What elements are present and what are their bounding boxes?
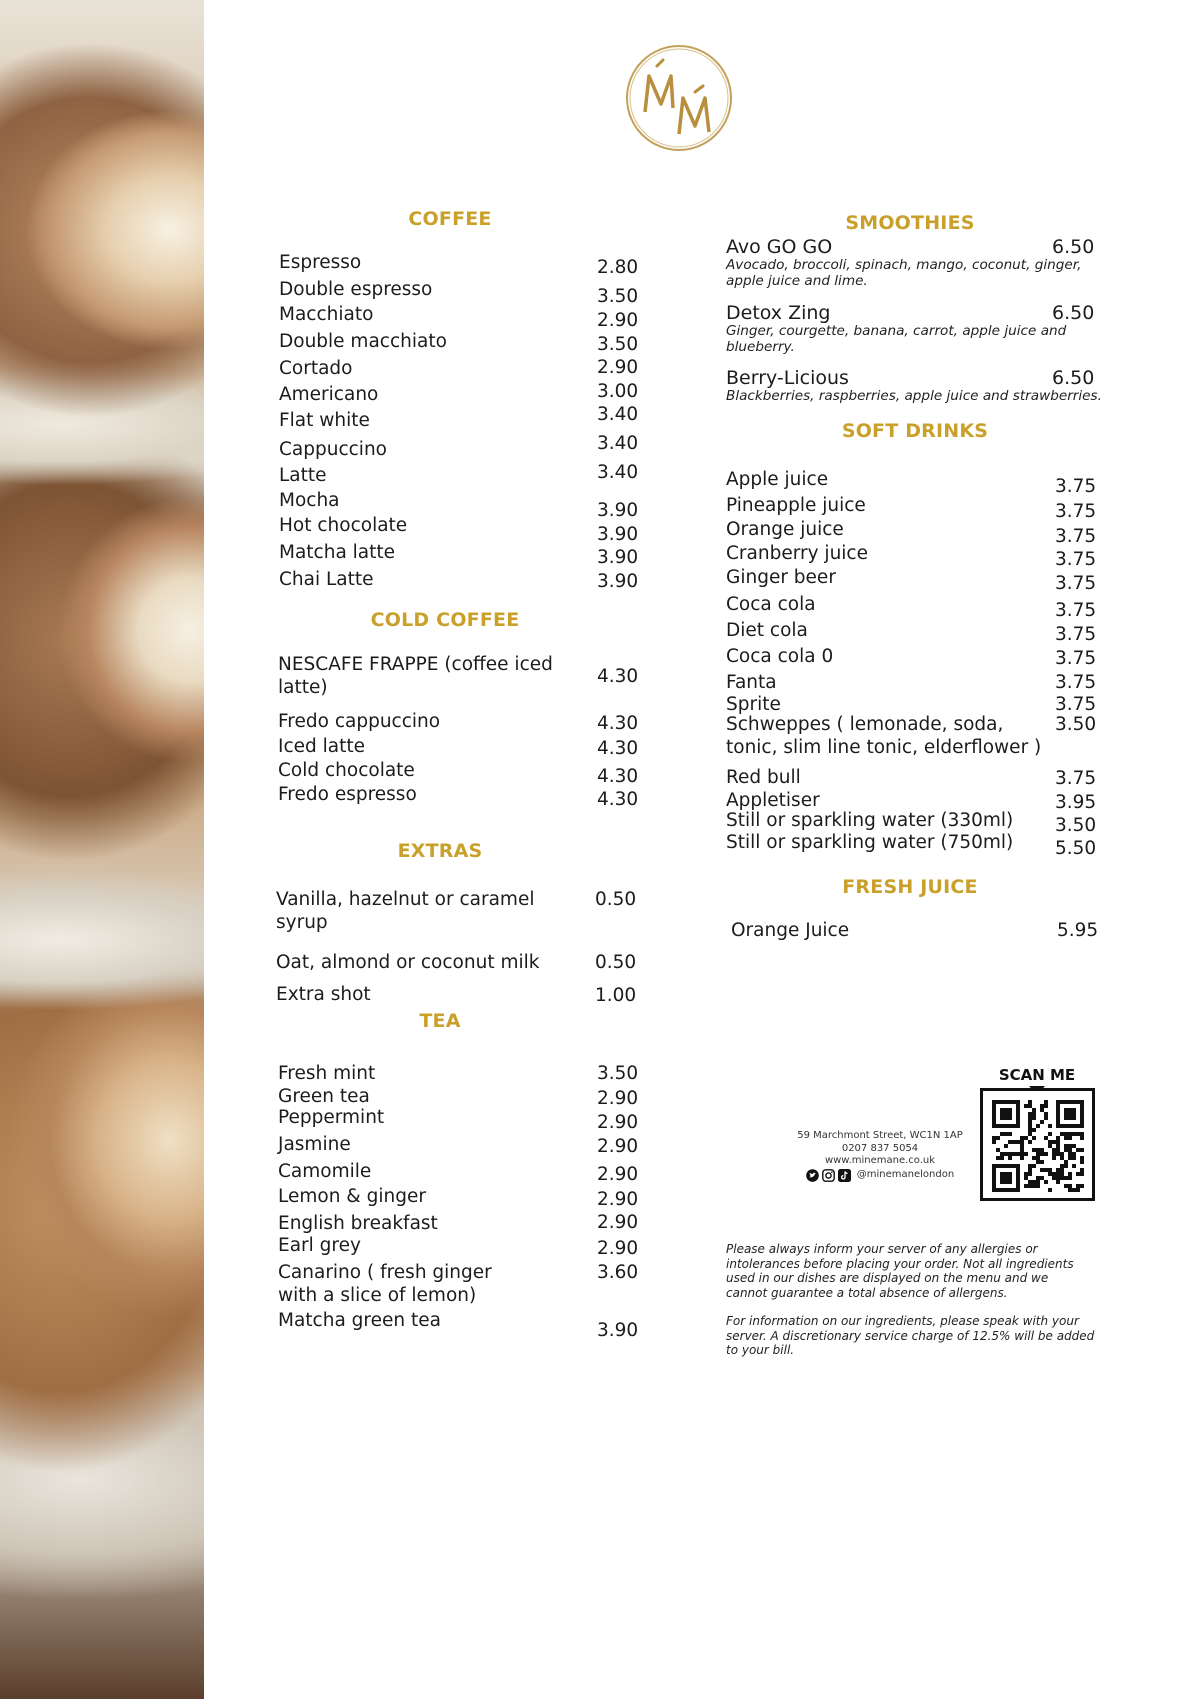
smoothie-description: Ginger, courgette, banana, carrot, apple juice and bbox=[726, 323, 1067, 339]
item-price: 0.50 bbox=[595, 952, 637, 973]
item-name: Still or sparkling water (750ml) bbox=[726, 832, 1014, 853]
item-price: 3.75 bbox=[1055, 672, 1097, 693]
item-price: 3.90 bbox=[597, 500, 639, 521]
item-name: Orange juice bbox=[726, 519, 844, 540]
qr-code-block bbox=[980, 1066, 1100, 1206]
item-name: NESCAFE FRAPPE (coffee iced bbox=[278, 654, 553, 675]
item-name: Hot chocolate bbox=[279, 515, 408, 536]
item-price: 2.90 bbox=[597, 1238, 639, 1259]
item-name: Espresso bbox=[279, 252, 362, 273]
item-price: 3.75 bbox=[1055, 768, 1097, 789]
item-name: Coca cola bbox=[726, 594, 816, 615]
item-name: Double espresso bbox=[279, 279, 433, 300]
item-price: 4.30 bbox=[597, 766, 639, 787]
item-name-continued: syrup bbox=[276, 912, 328, 933]
item-name: Latte bbox=[279, 465, 327, 486]
mm-logo bbox=[623, 42, 735, 154]
item-name: Still or sparkling water (330ml) bbox=[726, 810, 1014, 831]
item-price: 3.75 bbox=[1055, 600, 1097, 621]
item-price: 3.75 bbox=[1055, 501, 1097, 522]
social-handle[interactable]: @minemanelondon bbox=[856, 1168, 955, 1180]
smoothie-description: Avocado, broccoli, spinach, mango, coconut, ginger, bbox=[726, 257, 1082, 273]
smoothie-description-continued: blueberry. bbox=[726, 339, 795, 355]
item-price: 3.75 bbox=[1055, 476, 1097, 497]
item-name: Chai Latte bbox=[279, 569, 374, 590]
tiktok-icon[interactable] bbox=[838, 1169, 851, 1182]
item-price: 2.90 bbox=[597, 1189, 639, 1210]
smoothie-price: 6.50 bbox=[1052, 236, 1095, 258]
notice-line: to your bill. bbox=[726, 1343, 795, 1357]
item-name: Camomile bbox=[278, 1161, 372, 1182]
section-title-fresh-juice: FRESH JUICE bbox=[842, 876, 978, 898]
item-price: 3.90 bbox=[597, 1320, 639, 1341]
item-name: Fredo espresso bbox=[278, 784, 417, 805]
item-price: 3.90 bbox=[597, 571, 639, 592]
item-name: Matcha latte bbox=[279, 542, 396, 563]
item-name: Iced latte bbox=[278, 736, 365, 757]
item-name: Fredo cappuccino bbox=[278, 711, 441, 732]
qr-code[interactable] bbox=[980, 1088, 1095, 1201]
item-price: 2.80 bbox=[597, 257, 639, 278]
item-price: 3.40 bbox=[597, 404, 639, 425]
item-price: 3.40 bbox=[597, 433, 639, 454]
smoothie-price: 6.50 bbox=[1052, 367, 1095, 389]
item-name: Canarino ( fresh ginger bbox=[278, 1262, 492, 1283]
item-name: Diet cola bbox=[726, 620, 808, 641]
item-price: 3.75 bbox=[1055, 526, 1097, 547]
item-name: Macchiato bbox=[279, 304, 374, 325]
item-price: 2.90 bbox=[597, 1112, 639, 1133]
item-name: Lemon & ginger bbox=[278, 1186, 426, 1207]
item-name: English breakfast bbox=[278, 1213, 438, 1234]
twitter-icon[interactable] bbox=[806, 1169, 819, 1182]
item-price: 3.50 bbox=[1055, 815, 1097, 836]
smoothie-description-continued: apple juice and lime. bbox=[726, 273, 868, 289]
item-name: Sprite bbox=[726, 694, 781, 715]
item-price: 4.30 bbox=[597, 738, 639, 759]
item-name: Appletiser bbox=[726, 790, 820, 811]
item-name-continued: latte) bbox=[278, 677, 328, 698]
item-name-continued: tonic, slim line tonic, elderflower ) bbox=[726, 737, 1042, 758]
item-name: Cold chocolate bbox=[278, 760, 415, 781]
allergy-notice bbox=[726, 1242, 1116, 1300]
item-price: 2.90 bbox=[597, 310, 639, 331]
item-price: 2.90 bbox=[597, 1088, 639, 1109]
notice-line: intolerances before placing your order. Not all ingredients bbox=[726, 1256, 1074, 1271]
item-price: 2.90 bbox=[597, 1164, 639, 1185]
item-name-continued: with a slice of lemon) bbox=[278, 1285, 477, 1306]
item-name: Apple juice bbox=[726, 469, 829, 490]
item-price: 3.50 bbox=[597, 1063, 639, 1084]
item-price: 5.95 bbox=[1057, 920, 1099, 941]
notice-line: cannot guarantee a total absence of allergens. bbox=[726, 1285, 1008, 1300]
item-name: Pineapple juice bbox=[726, 495, 866, 516]
section-title-cold-coffee: COLD COFFEE bbox=[370, 609, 520, 631]
item-price: 2.90 bbox=[597, 1212, 639, 1233]
item-name: Coca cola 0 bbox=[726, 646, 834, 667]
item-price: 3.75 bbox=[1055, 648, 1097, 669]
item-name: Jasmine bbox=[278, 1134, 351, 1155]
address-text: 59 Marchmont Street, WC1N 1AP bbox=[797, 1130, 963, 1141]
item-price: 5.50 bbox=[1055, 838, 1097, 859]
item-price: 4.30 bbox=[597, 789, 639, 810]
section-title-extras: EXTRAS bbox=[397, 840, 483, 862]
smoothie-name: Avo GO GO bbox=[726, 236, 833, 258]
item-price: 3.00 bbox=[597, 381, 639, 402]
smoothie-name: Berry-Licious bbox=[726, 367, 849, 389]
smoothie-price: 6.50 bbox=[1052, 302, 1095, 324]
item-price: 0.50 bbox=[595, 889, 637, 910]
item-price: 3.40 bbox=[597, 462, 639, 483]
item-name: Flat white bbox=[279, 410, 370, 431]
item-price: 2.90 bbox=[597, 357, 639, 378]
item-name: Cortado bbox=[279, 358, 353, 379]
item-price: 3.75 bbox=[1055, 573, 1097, 594]
item-name: Double macchiato bbox=[279, 331, 447, 352]
item-price: 4.30 bbox=[597, 666, 639, 687]
item-price: 3.90 bbox=[597, 547, 639, 568]
item-name: Schweppes ( lemonade, soda, bbox=[726, 714, 1004, 735]
item-name: Peppermint bbox=[278, 1107, 385, 1128]
section-title-tea: TEA bbox=[419, 1010, 461, 1032]
item-price: 3.75 bbox=[1055, 549, 1097, 570]
section-title-coffee: COFFEE bbox=[408, 208, 492, 230]
phone-text: 0207 837 5054 bbox=[841, 1142, 919, 1154]
instagram-icon[interactable] bbox=[822, 1169, 835, 1182]
item-name: Mocha bbox=[279, 490, 340, 511]
contact-info bbox=[790, 1130, 970, 1182]
notice-line: For information on our ingredients, please speak with your bbox=[726, 1314, 1079, 1328]
item-price: 4.30 bbox=[597, 713, 639, 734]
section-title-soft-drinks: SOFT DRINKS bbox=[841, 420, 989, 442]
item-name: Americano bbox=[279, 384, 379, 405]
section-title-smoothies: SMOOTHIES bbox=[845, 212, 975, 234]
item-price: 1.00 bbox=[595, 985, 637, 1006]
item-name: Orange Juice bbox=[731, 920, 850, 941]
website-link[interactable]: www.minemane.co.uk bbox=[824, 1155, 936, 1166]
notice-line: used in our dishes are displayed on the menu and we bbox=[726, 1271, 1049, 1285]
item-name: Extra shot bbox=[276, 984, 371, 1005]
item-price: 3.50 bbox=[597, 286, 639, 307]
coffee-cups-photo bbox=[0, 0, 204, 1699]
smoothie-description: Blackberries, raspberries, apple juice and strawberries. bbox=[726, 388, 1102, 404]
item-name: Fanta bbox=[726, 672, 777, 693]
item-name: Green tea bbox=[278, 1086, 370, 1107]
scan-me-label: SCAN ME bbox=[998, 1066, 1076, 1084]
item-name: Matcha green tea bbox=[278, 1310, 441, 1331]
item-name: Ginger beer bbox=[726, 567, 836, 588]
item-name: Cappuccino bbox=[279, 439, 387, 460]
item-name: Red bull bbox=[726, 767, 801, 788]
item-name: Earl grey bbox=[278, 1235, 361, 1256]
item-name: Cranberry juice bbox=[726, 543, 868, 564]
item-price: 3.50 bbox=[1055, 714, 1097, 735]
item-price: 2.90 bbox=[597, 1136, 639, 1157]
service-charge-notice bbox=[726, 1314, 1116, 1358]
notice-line: Please always inform your server of any allergies or bbox=[726, 1242, 1038, 1256]
item-price: 3.50 bbox=[597, 334, 639, 355]
item-price: 3.75 bbox=[1055, 624, 1097, 645]
item-price: 3.90 bbox=[597, 524, 639, 545]
item-name: Oat, almond or coconut milk bbox=[276, 952, 540, 973]
smoothie-name: Detox Zing bbox=[726, 302, 831, 324]
notice-line: server. A discretionary service charge of 12.5% will be added bbox=[726, 1328, 1095, 1343]
item-price: 3.75 bbox=[1055, 694, 1097, 715]
item-price: 3.95 bbox=[1055, 792, 1097, 813]
item-price: 3.60 bbox=[597, 1262, 639, 1283]
item-name: Fresh mint bbox=[278, 1063, 376, 1084]
item-name: Vanilla, hazelnut or caramel bbox=[276, 889, 535, 910]
